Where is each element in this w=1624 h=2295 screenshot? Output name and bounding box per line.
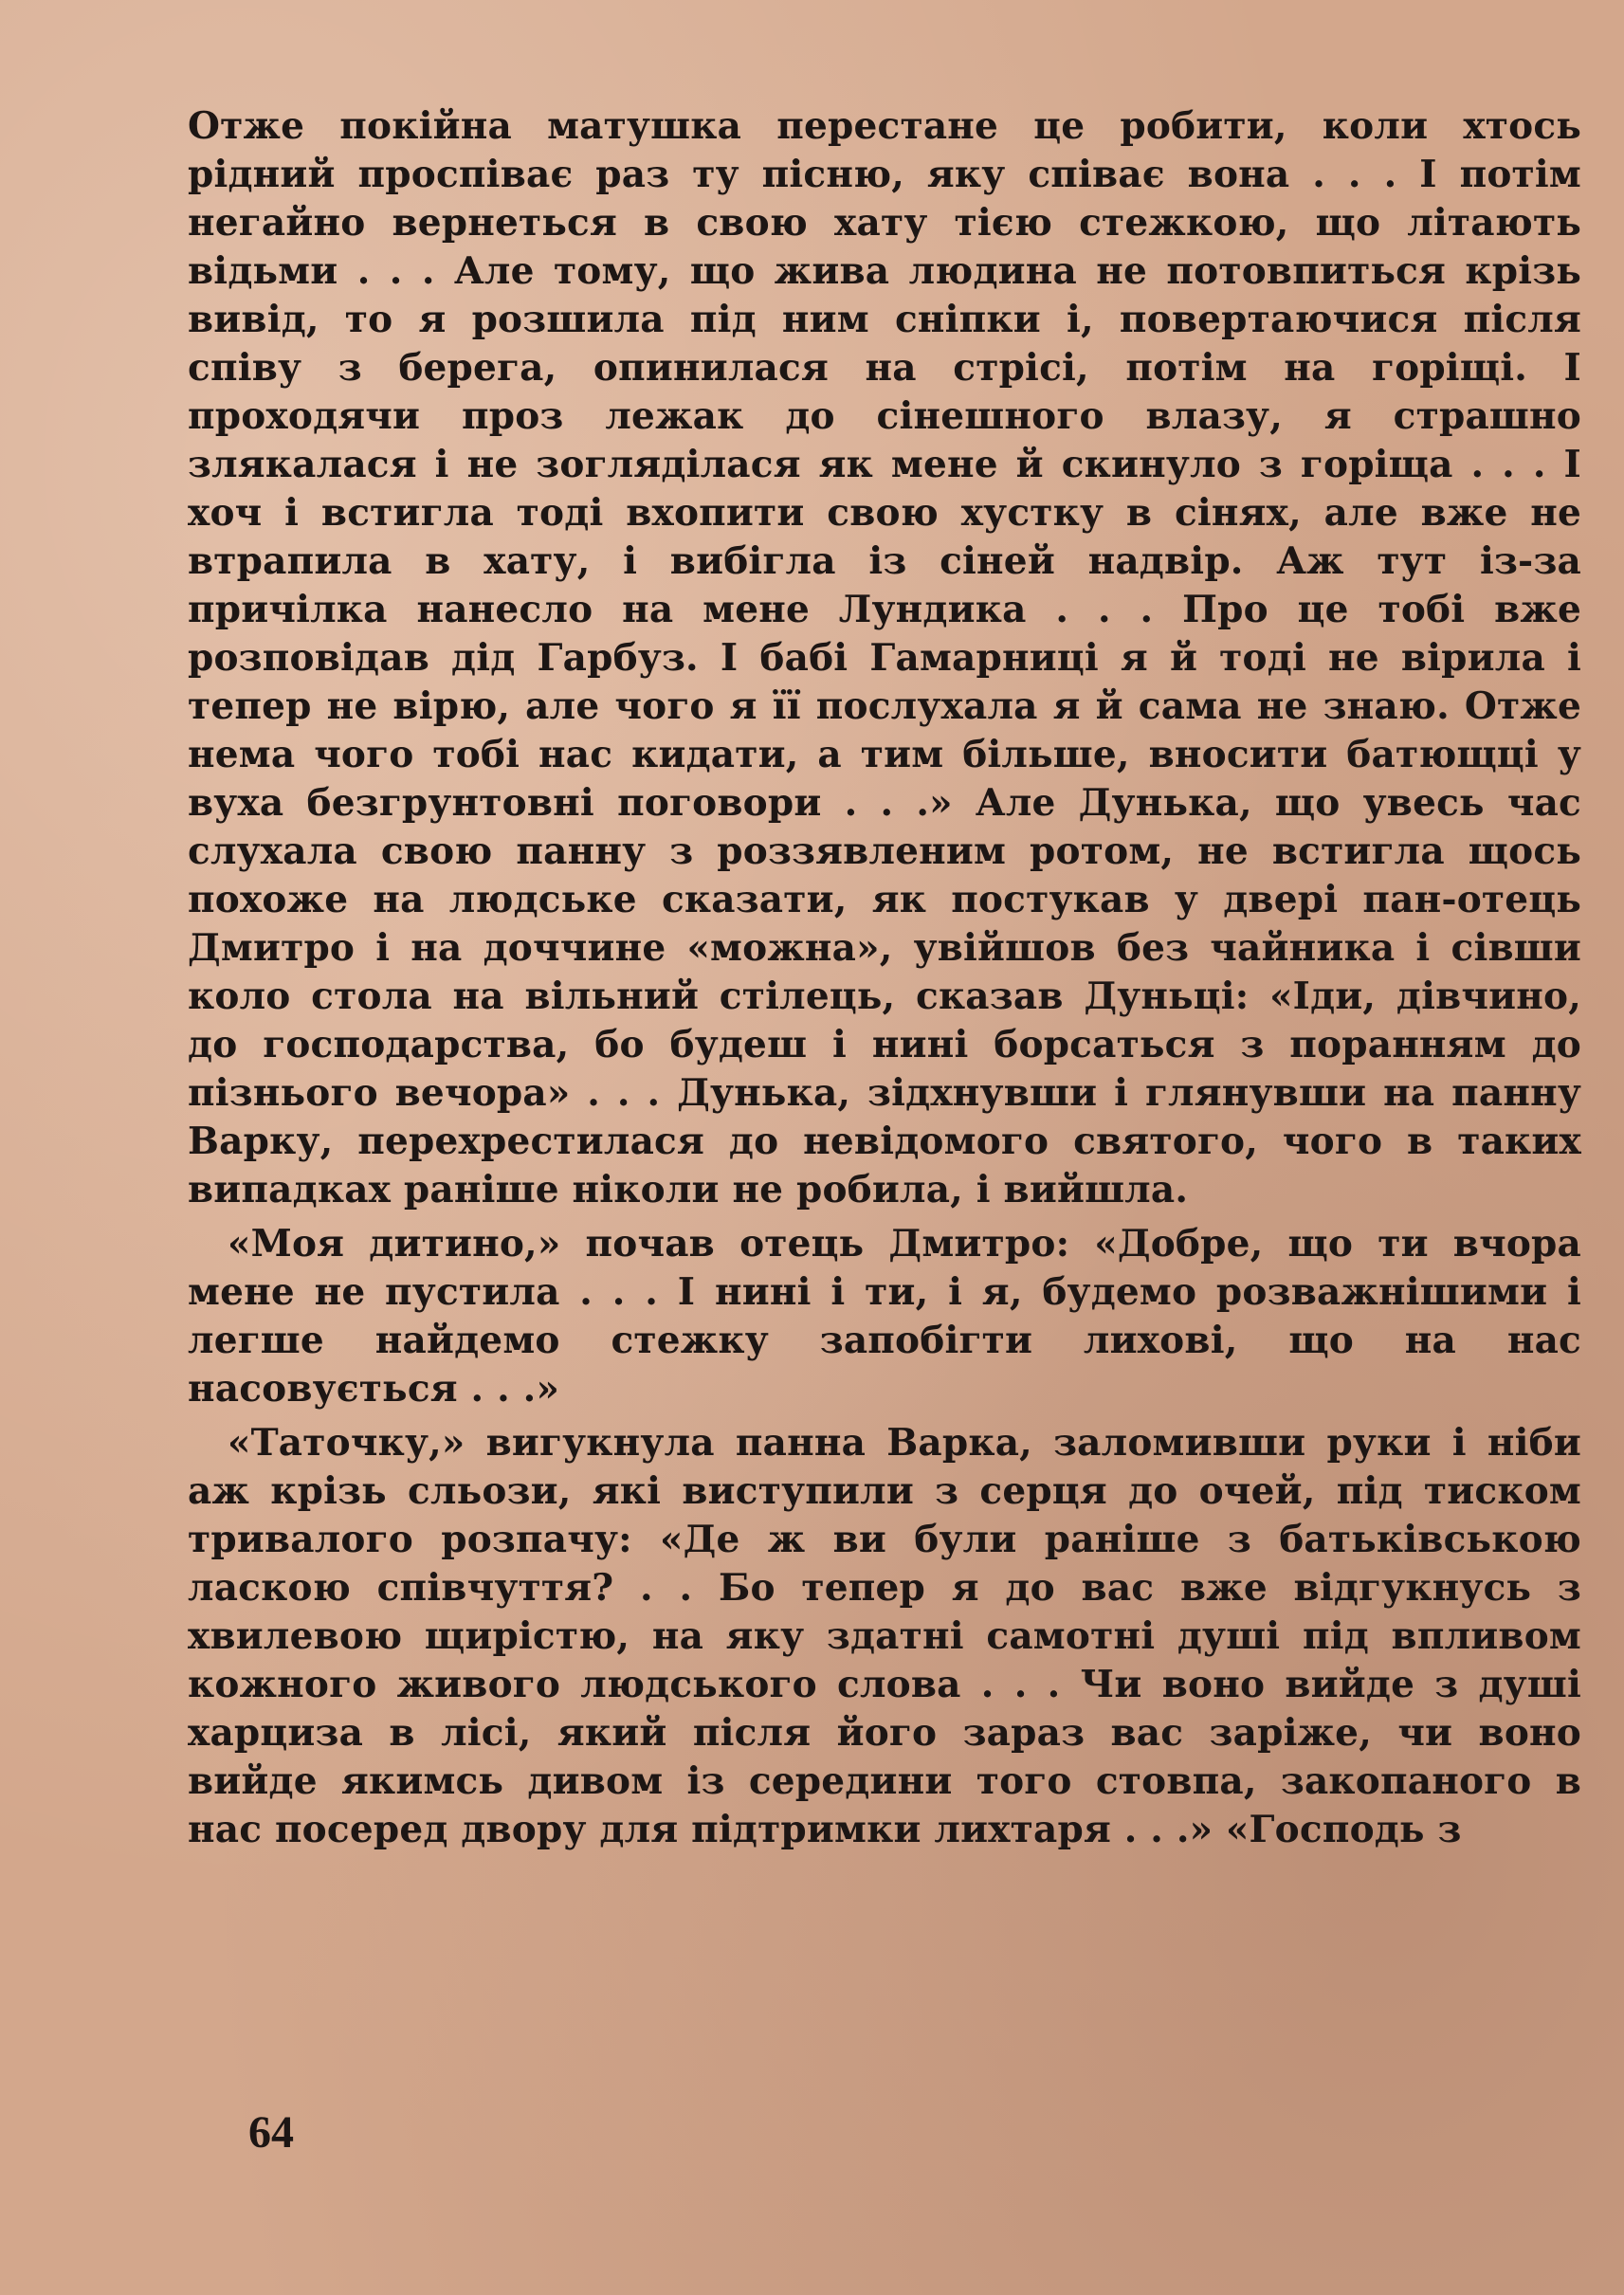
page-text — [188, 102, 1581, 1854]
paragraph-2: «Моя дитино,» почав отець Дмитро: «Добре, що ти вчора мене не пустила . . . І нині і ти, і я, будемо розважнішими і легше найдемо стежку запобігти лихові, що на нас насовується . . .» — [188, 1222, 1581, 1411]
paragraph-3: «Таточку,» вигукнула панна Варка, заломивши руки і ніби аж крізь сльози, які виступили з серця до очей, під тиском тривалого розпачу: «Де ж ви були раніше з батьківською ласкою співчуття? . . Бо тепер я до вас вже відгукнусь з хвилевою щирістю, на яку здатні самотні душі під впливом кожного живого людського слова . . . Чи воно вийде з душі харциза в лісі, який після його зараз вас заріже, чи воно вийде якимсь дивом із середини того стовпа, закопаного в нас посеред двору для підтримки лихтаря . . .» «Господь з — [188, 1421, 1581, 1851]
paragraph-1: Отже покійна матушка перестане це робити, коли хтось рідний проспіває раз ту пісню, яку співає вона . . . І потім негайно вернеться в свою хату тією стежкою, що літають відьми . . . Але тому, що жива людина не потовпиться крізь вивід, то я розшила під ним сніпки і, повертаючися після співу з берега, опинилася на стрісі, потім на горіщі. І проходячи проз лежак до сінешного влазу, я страшно злякалася і не зогляділася як мене й скинуло з горіща . . . І хоч і встигла тоді вхопити свою хустку в сінях, але вже не втрапила в хату, і вибігла із сіней надвір. Аж тут із-за причілка нанесло на мене Лундика . . . Про це тобі вже розповідав дід Гарбуз. І бабі Гамарниці я й тоді не вірила і тепер не вірю, але чого я її послухала я й сама не знаю. Отже нема чого тобі нас кидати, а тим більше, вносити батющці у вуха безгрунтовні поговори . . .» Але Дунька, що увесь час слухала свою панну з роззявленим ротом, не встигла щось похоже на людське сказати, як постукав у двері пан-отець Дмитро і на доччине «можна», увійшов без чайника і сівши коло стола на вільний стілець, сказав Дуньці: «Іди, дівчино, до господарства, бо будеш і нині борсаться з поранням до пізнього вечора» . . . Дунька, зідхнувши і глянувши на панну Варку, перехрестилася до невідомого святого, чого в таких випадках раніше ніколи не робила, і вийшла. — [188, 104, 1581, 1211]
page-number: 64 — [248, 2107, 294, 2158]
